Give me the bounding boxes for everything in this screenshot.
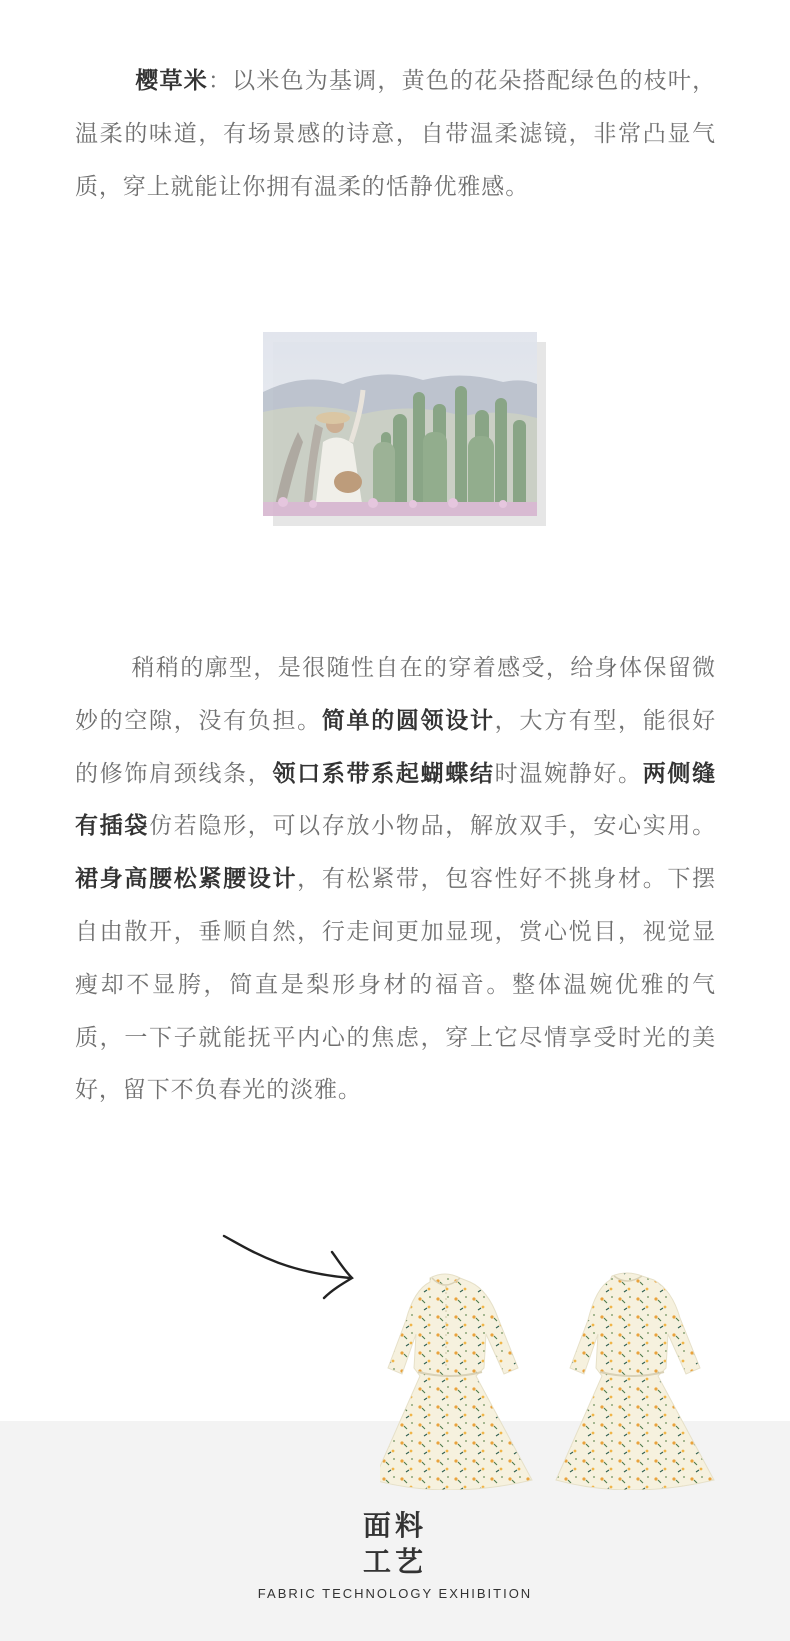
details-paragraph [75, 642, 716, 1117]
dress-product-images [380, 1258, 740, 1490]
dress-front [380, 1274, 532, 1490]
highlight-round-neck: 简单的圆领设计 [321, 707, 495, 734]
lifestyle-photo [263, 332, 546, 526]
arrow-icon [220, 1226, 360, 1306]
section-subtitle: FABRIC TECHNOLOGY EXHIBITION [257, 1586, 533, 1601]
section-title-line-1: 面料 [362, 1509, 427, 1542]
highlight-side-pockets: 两侧缝有插袋 [75, 760, 717, 840]
color-name: 樱草米 [135, 68, 208, 94]
dress-back [556, 1273, 714, 1490]
details-text-3: 时温婉静好。 [494, 760, 643, 787]
intro-paragraph [75, 55, 716, 213]
details-text-5: ，有松紧带，包容性好不挑身材。下摆自由散开，垂顺自然，行走间更加显现，赏心悦目，视觉显瘦却不显胯，简直是梨形身材的福音。整体温婉优雅的气质，一下子就能抚平内心的焦虑，穿上它尽情享受时光的美好，留下不负春光的淡雅。 [75, 866, 716, 1104]
photo-image [263, 332, 537, 516]
details-text-2: ，大方有型，能很好的修饰肩颈线条， [75, 707, 717, 787]
intro-text: ：以米色为基调，黄色的花朵搭配绿色的枝叶，温柔的味道，有场景感的诗意，自带温柔滤镜，非常凸显气质，穿上就能让你拥有温柔的恬静优雅感。 [75, 68, 716, 200]
section-title-line-2: 工艺 [362, 1545, 427, 1578]
highlight-high-waist: 裙身高腰松紧腰设计 [75, 866, 298, 893]
details-text-4: 仿若隐形，可以存放小物品，解放双手，安心实用。 [149, 813, 717, 840]
details-text-1: 稍稍的廓型，是很随性自在的穿着感受，给身体保留微妙的空隙，没有负担。 [75, 655, 716, 734]
photo-illustration [263, 332, 537, 516]
highlight-bow-tie: 领口系带系起蝴蝶结 [272, 760, 495, 787]
